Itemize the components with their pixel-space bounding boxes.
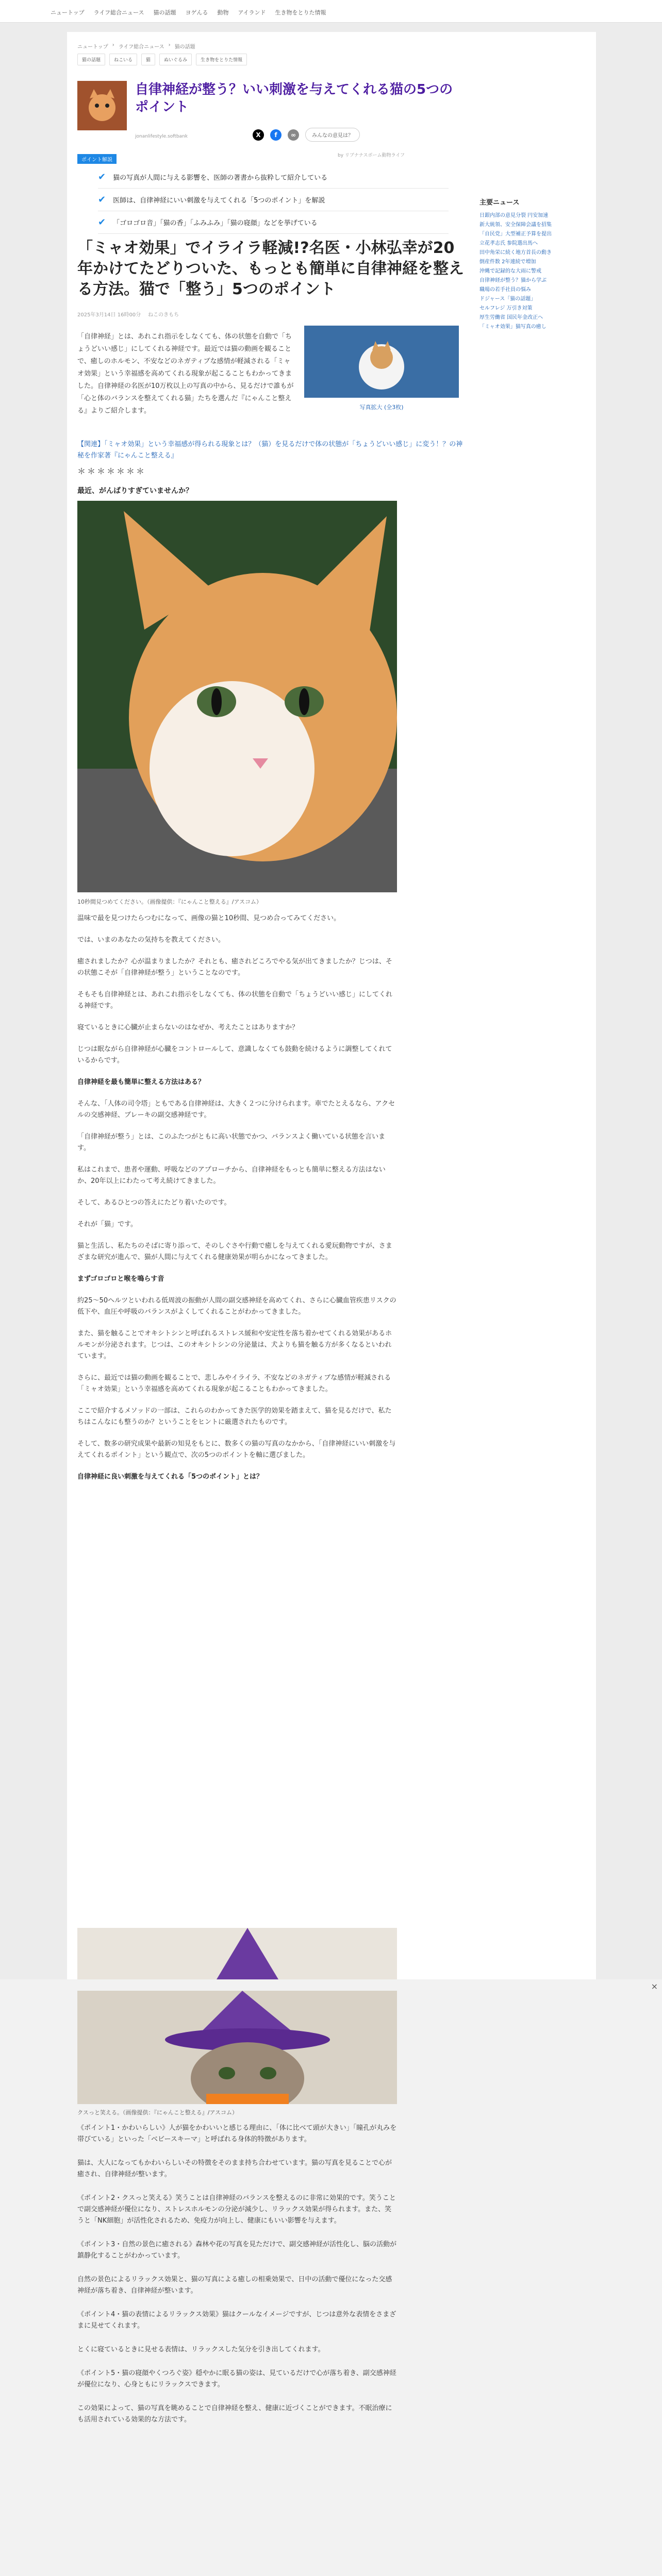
related-link[interactable]: 【関連】「ミャオ効果」という幸福感が得られる現象とは？（猫）を見るだけで体の状態が「ちょうどいい感じ」に変う！？の神秘を作家著『にゃんこと整える』 [77,440,463,460]
news-link[interactable]: 倒産件数 2年連続で増加 [479,259,536,265]
article-paragraph: 「自律神経が整う」とは、このふたつがともに高い状態でかつ、バランスよく働いている状態を言います。 [77,1133,386,1152]
article-paragraph: それが「猫」です。 [77,1221,137,1228]
article-paragraph: また、猫を触ることでオキシトシンと呼ばれるストレス緩和や安定性を落ち着かせてくれる効果があるホルモンが分泌されます。じつは、このオキシトシンの分泌量は、犬よりも猫を触る方が多くなるといわれています。 [77,1330,392,1360]
topnav-link[interactable]: アイランド [238,9,266,16]
category-tab[interactable]: 猫 [141,54,155,65]
category-tab[interactable]: 猫の話題 [77,54,105,65]
article-paragraph: 約25〜50ヘルツといわれる低周波の振動が人間の副交感神経を高めてくれ、さらに心臓血管疾患リスクの低下や、血圧や呼吸のバランスがよくしてくれることがわかってきました。 [77,1297,396,1316]
article-paragraph: まずゴロゴロと喉を鳴らす音 [77,1275,164,1283]
overlay-paragraph: とくに寝ているときに見せる表情は、リラックスした気分を引き出してくれます。 [77,2346,325,2353]
news-link[interactable]: 沖縄で記録的な大雨に警戒 [479,268,541,274]
article-headline: 「ミャオ効果」でイライラ軽減!?名医・小林弘幸が20年かけてたどりついた、もっとも簡単に自律神経を整える方法。猫で「整う」5つのポイント [77,239,464,298]
article-overlay [0,1979,662,2576]
article-paragraph: 猫と生活し、私たちのそばに寄り添って、そのしぐさや行動で癒しを与えてくれる愛玩動物ですが、さまざまな研究が進んで、猫が人間に与えてくれる健康効果が明らかになってきました。 [77,1242,392,1261]
article-paragraph: 自律神経を最も簡単に整える方法はある？ [77,1078,205,1086]
overlay-paragraph: 猫は、大人になってもかわいらしいその特徴をそのまま持ち合わせています。猫の写真を見ることで心が癒され、自律神経が整います。 [77,2159,392,2178]
author: jonanlifestyle.softbank [135,134,188,139]
overlay-paragraph: この効果によって、猫の写真を眺めることで自律神経を整え、健康に近づくことができます。不眠治療にも活用されている効果的な方法です。 [77,2404,392,2424]
news-link[interactable]: 日銀内部の意見分裂 円安加速 [479,213,549,218]
chevron-right-icon: › [112,42,114,48]
topnav-link[interactable]: ニュートップ [51,9,85,16]
kitten-photo[interactable] [304,326,459,398]
point-item [98,166,449,189]
article-preview-title[interactable]: 自律神経が整う？いい刺激を与えてくれる猫の5つのポイント [135,82,453,115]
category-tab[interactable]: ぬいぐるみ [159,54,192,65]
category-tab[interactable]: ねこいる [109,54,137,65]
overlay-paragraph: 《ポイント2・クスっと笑える》笑うことは自律神経のバランスを整えるのに非常に効果的です。笑うことで副交感神経が優位になり、ストレスホルモンの分泌が減少し、リラックス効果が得られます。また、笑うと「NK細胞」が活性化されるため、免疫力が向上し、健康にもいい影響を与えます。 [77,2194,396,2225]
news-link[interactable]: 厚生労働省 国民年金改正へ [479,315,543,320]
topnav-link[interactable]: 動物 [217,9,229,16]
article-paragraph: 癒されましたか？心が温まりましたか？それとも、癒されどころでやる気が出てきましたか？じつは、その状態こそが「自律神経が整う」ということなのです。 [77,958,392,977]
check-icon: ✔ [98,172,106,182]
news-link[interactable]: 田中角栄に続く地方首長の動き [479,250,552,256]
article-paragraph: そんな、「人体の司令塔」ともである自律神経は、大きく２つに分けられます。車でたとえるなら、アクセルの交感神経、ブレーキの副交感神経です。 [77,1100,395,1119]
overlay-paragraph: 《ポイント5・猫の寝顔やくつろぐ姿》穏やかに眠る猫の姿は、見ているだけで心が落ち着き、副交感神経が優位になり、心身ともにリラックスできます。 [77,2369,396,2388]
overlay-paragraph: 自然の景色によるリラックス効果と、猫の写真による癒しの相乗効果で、日中の活動で優位になった交感神経が落ち着き、自律神経が整います。 [77,2276,392,2295]
article-paragraph: じつは眠ながら自律神経が心臓をコントロールして、意識しなくても鼓動を続けるように調整してくれているからです。 [77,1045,392,1064]
breadcrumb-item[interactable]: ニュートップ [77,44,108,50]
news-link[interactable]: ドジャース「猫の話題」 [479,296,536,302]
news-link[interactable]: 立花孝志氏 参院選出馬へ [479,241,538,246]
topnav-link[interactable]: 猫の話題 [153,9,176,16]
article-paragraph: そもそも自律神経とは、あれこれ指示をしなくても、体の状態を自動で「ちょうどいい感じ」にしてくれる神経です。 [77,991,393,1010]
point-item [98,211,449,234]
breadcrumb-item[interactable]: ライフ総合ニュース [118,44,164,50]
breadcrumb [77,42,195,50]
point-text: 医師は、自律神経にいい刺激を与えてくれる「5つのポイント」を解説 [113,197,325,205]
publish-date: 2025年3月14日 16時00分 [77,312,141,318]
points-badge: ポイント解説 [77,154,117,164]
opinion-pill[interactable]: みんなの意見は？ [305,128,360,142]
share-bar [253,128,360,142]
top-navigation [0,0,662,23]
article-paragraph: 温味で最を見つけたらつむになって、画像の猫と10秒間、見つめ合ってみてください。 [77,914,341,922]
article-paragraph: ここで紹介するメソッドの一部は、これらのわかってきた医学的効果を踏まえて、猫を見るだけで、私たちはこんなにも整うのか？ということをヒントに厳選されたものです。 [77,1407,392,1426]
chevron-right-icon: › [168,42,171,48]
article-thumbnail[interactable] [77,81,127,130]
check-icon: ✔ [98,217,106,228]
overlay-paragraph: 《ポイント1・かわいらしい》人が猫をかわいいと感じる理由に、「体に比べて頭が大きい」「瞳孔が丸みを帯びている」といった「ベビースキーマ」と呼ばれる身体的特徴があります。 [77,2124,397,2143]
topnav-link[interactable]: 生き物をとりた情報 [275,9,326,16]
intro-text: 「自律神経」とは、あれこれ指示をしなくても、体の状態を自動で「ちょうどいい感じ」にしてくれる神経です。最近では猫の動画を観ることで、癒しのホルモン、不安などのネガティブな感情が軽減される「ミャオ効果」という幸福感を高めてくれる現象が起こることもわかってきました。自律神経の名医が10万枚以上の写真の中から、見るだけで誰もが「心と体のバランスを整えてくれる猫」たちを選んだ『にゃんこと整える』よりご紹介します。 [77,333,294,415]
cat-costume-photo [77,1991,397,2104]
credit: ねこのきもち [148,312,179,318]
sidebar [479,197,588,332]
article-paragraph: では、いまのあなたの気持ちを教えてください。 [77,936,225,944]
news-link[interactable]: セルフレジ 万引き対策 [479,306,533,311]
divider-stars: ＊＊＊＊＊＊＊ [77,466,146,476]
points-list [98,166,449,234]
sidebar-title: 主要ニュース [479,199,520,207]
news-link[interactable]: 「ミャオ効果」猫写真の癒し [479,324,547,330]
point-text: 猫の写真が人間に与える影響を、医師の著書から抜粋して紹介している [113,174,328,182]
category-tab[interactable]: 生き物をとりた情報 [196,54,247,65]
news-link[interactable]: 新大統領、安全保障会議を招集 [479,222,552,228]
news-link[interactable]: 自律神経が整う？猫から学ぶ [479,278,547,283]
close-icon[interactable]: × [651,1981,658,1991]
news-link[interactable]: 職場の若手社員の悩み [479,287,531,293]
point-text: 「ゴロゴロ音」「猫の香」「ふみふみ」「猫の寝顔」などを挙げている [113,219,318,227]
x-share-icon[interactable]: X [253,129,264,141]
overlay-paragraph: 《ポイント4・猫の表情によるリラックス効果》猫はクールなイメージですが、じつは意外な表情をさまざまに見せてくれます。 [77,2311,396,2330]
page-container [67,32,596,1979]
link-copy-icon[interactable]: ∞ [288,129,299,141]
point-item [98,189,449,211]
main-cat-photo [77,501,397,892]
news-link[interactable]: 「自民党」大型補正予算を提出 [479,231,552,237]
source-tag: by リブナナスボーム動物ライフ [338,153,405,158]
check-icon: ✔ [98,194,106,205]
article-paragraph: そして、数多の研究成果や最新の知見をもとに、数多くの猫の写真のなかから、「自律神経にいい刺激を与えてくれるポイント」という観点で、次の5つのポイントを軸に選びました。 [77,1440,396,1459]
facebook-share-icon[interactable]: f [270,129,282,141]
article-paragraph: 寝ているときに心臓が止まらないのはなぜか、考えたことはありますか？ [77,1024,299,1031]
section-heading-1: 最近、がんばりすぎていませんか？ [77,487,193,495]
article-paragraph: そして、あるひとつの答えにたどり着いたのです。 [77,1199,231,1207]
photo-caption-1: 10秒間見つめてください。（画像提供：『にゃんこと整える』/アスコム） [77,899,262,905]
breadcrumb-item[interactable]: 猫の話題 [174,44,195,50]
article-paragraph: 私はこれまで、患者や運動、呼吸などのアプローチから、自律神経をもっとも簡単に整える方法はないか、20年以上にわたって考え続けてきました。 [77,1166,386,1185]
topnav-link[interactable]: ヨゲんる [185,9,208,16]
article-paragraph: 自律神経に良い刺激を与えてくれる「5つのポイント」とは？ [77,1473,263,1481]
photo-caption[interactable]: 写真拡大 (全3枚) [359,404,404,411]
overlay-paragraph: 《ポイント3・自然の景色に癒される》森林や花の写真を見ただけで、副交感神経が活性化し、脳の活動が鎮静化することがわかっています。 [77,2241,397,2260]
category-tabs [77,54,247,65]
date-line [77,310,179,318]
photo-caption-2: クスっと笑える。（画像提供：『にゃんこと整える』/アスコム） [77,2109,238,2116]
topnav-link[interactable]: ライフ総合ニュース [93,9,144,16]
article-paragraph: さらに、最近では猫の動画を観ることで、悲しみやイライラ、不安などのネガティブな感情が軽減される「ミャオ効果」という幸福感を高めてくれる現象が起こることもわかってきました。 [77,1374,391,1393]
